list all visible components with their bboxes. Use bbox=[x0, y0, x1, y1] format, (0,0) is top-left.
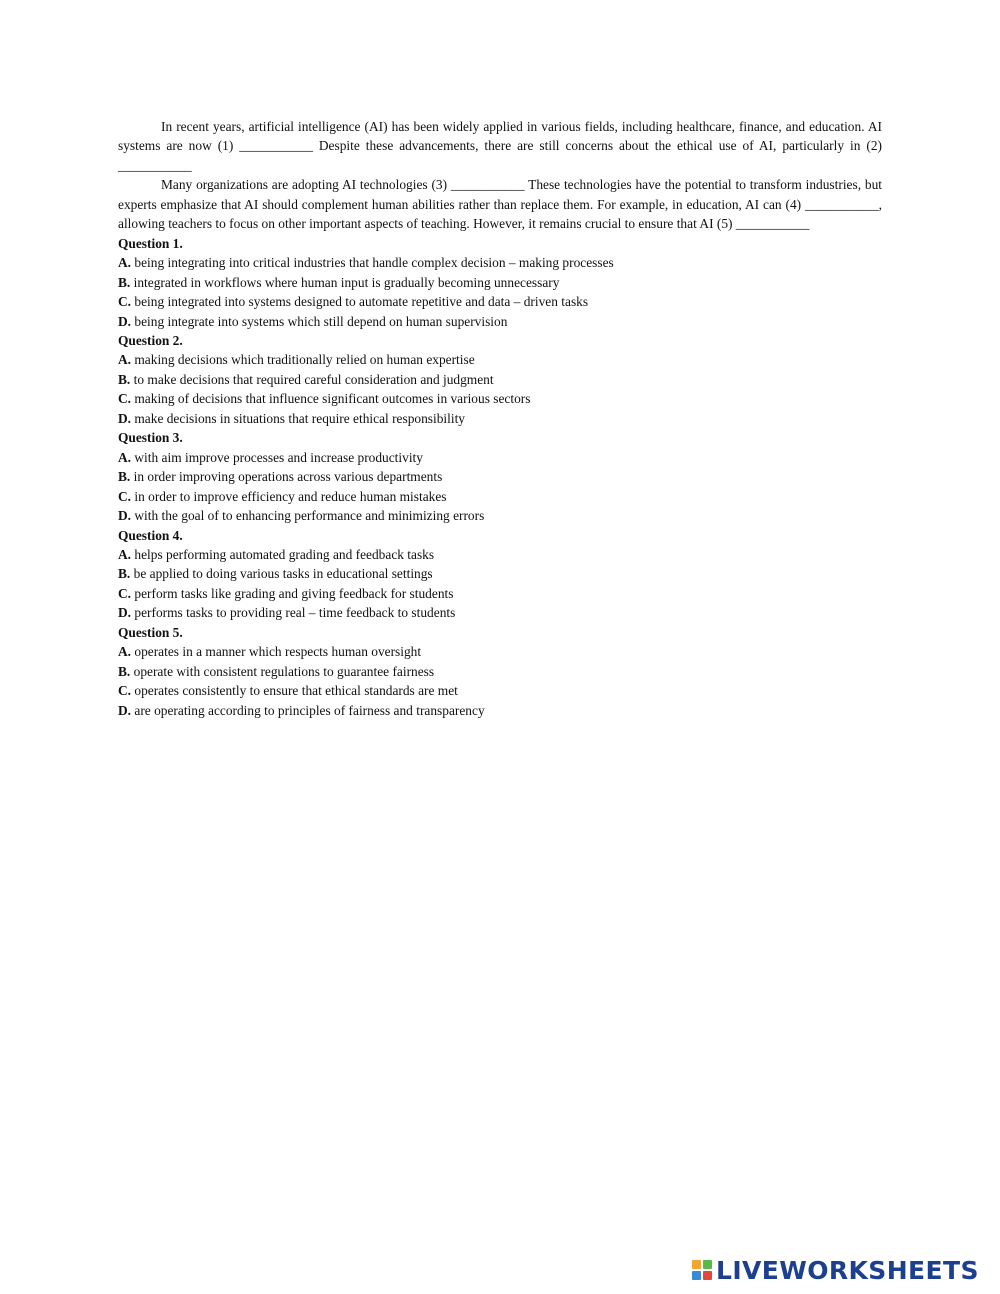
answer-option-a[interactable] bbox=[118, 350, 882, 369]
option-letter: D. bbox=[118, 605, 132, 621]
option-text: being integrated into systems designed to automate repetitive and data – driven tasks bbox=[134, 294, 589, 310]
option-letter: A. bbox=[118, 352, 132, 368]
passage-paragraph-2: Many organizations are adopting AI technologies (3) ___________ These technologies have the potential to transform industries, but experts emphasize that AI should complement human abilities rather than replace them. For example, in education, AI can (4) ___________, allowing teachers to focus on other important aspects of teaching. However, it remains crucial to ensure that AI (5) ___________ bbox=[118, 177, 882, 232]
option-text: perform tasks like grading and giving feedback for students bbox=[134, 585, 454, 601]
passage-paragraph-1: In recent years, artificial intelligence (AI) has been widely applied in various fields, including healthcare, finance, and education. AI systems are now (1) ___________ Despite these advancements, there are still concerns about the ethical use of AI, particularly in (2) ___________ bbox=[118, 119, 882, 173]
option-text: be applied to doing various tasks in educational settings bbox=[133, 566, 433, 582]
option-text: being integrate into systems which still depend on human supervision bbox=[134, 313, 508, 329]
option-text: performs tasks to providing real – time feedback to students bbox=[134, 605, 456, 621]
answer-option-b[interactable] bbox=[118, 273, 882, 292]
option-letter: A. bbox=[118, 449, 132, 465]
answer-option-d[interactable] bbox=[118, 506, 882, 525]
option-letter: C. bbox=[118, 683, 132, 699]
logo-block-l bbox=[692, 1260, 701, 1269]
option-text: being integrating into critical industries that handle complex decision – making processes bbox=[134, 255, 614, 271]
option-letter: A. bbox=[118, 255, 132, 271]
answer-option-b[interactable] bbox=[118, 564, 882, 583]
logo-block-v bbox=[692, 1271, 701, 1280]
option-letter: B. bbox=[118, 469, 131, 485]
option-text: with the goal of to enhancing performance and minimizing errors bbox=[134, 508, 485, 524]
answer-option-b[interactable] bbox=[118, 467, 882, 486]
logo-block-i bbox=[703, 1260, 712, 1269]
option-text: operates in a manner which respects human oversight bbox=[134, 644, 422, 660]
option-text: with aim improve processes and increase productivity bbox=[134, 449, 423, 465]
answer-option-d[interactable] bbox=[118, 409, 882, 428]
answer-option-a[interactable] bbox=[118, 545, 882, 564]
option-letter: C. bbox=[118, 391, 132, 407]
option-letter: D. bbox=[118, 410, 132, 426]
option-letter: D. bbox=[118, 702, 132, 718]
option-text: in order to improve efficiency and reduce human mistakes bbox=[134, 488, 447, 504]
live-blocks-icon bbox=[692, 1260, 712, 1280]
logo-wordmark: LIVEWORKSHEETS bbox=[716, 1255, 979, 1285]
answer-option-c[interactable] bbox=[118, 389, 882, 408]
answer-option-b[interactable] bbox=[118, 662, 882, 681]
logo-block-e bbox=[703, 1271, 712, 1280]
option-letter: A. bbox=[118, 644, 132, 660]
option-text: are operating according to principles of fairness and transparency bbox=[134, 702, 485, 718]
answer-option-c[interactable] bbox=[118, 681, 882, 700]
option-letter: D. bbox=[118, 508, 132, 524]
option-text: in order improving operations across various departments bbox=[133, 469, 443, 485]
answer-option-d[interactable] bbox=[118, 701, 882, 720]
option-text: making of decisions that influence significant outcomes in various sectors bbox=[134, 391, 531, 407]
option-text: make decisions in situations that require ethical responsibility bbox=[134, 410, 465, 426]
question-1 bbox=[118, 234, 882, 331]
option-text: integrated in workflows where human input is gradually becoming unnecessary bbox=[133, 274, 560, 290]
question-3 bbox=[118, 428, 882, 525]
option-text: making decisions which traditionally relied on human expertise bbox=[134, 352, 475, 368]
question-title: Question 5. bbox=[118, 624, 183, 640]
question-title: Question 3. bbox=[118, 430, 183, 446]
answer-option-d[interactable] bbox=[118, 603, 882, 622]
answer-option-c[interactable] bbox=[118, 584, 882, 603]
question-title: Question 4. bbox=[118, 527, 183, 543]
liveworksheets-logo bbox=[692, 1255, 979, 1285]
answer-option-a[interactable] bbox=[118, 642, 882, 661]
option-letter: C. bbox=[118, 585, 132, 601]
answer-option-c[interactable] bbox=[118, 292, 882, 311]
answer-option-c[interactable] bbox=[118, 487, 882, 506]
option-letter: A. bbox=[118, 546, 132, 562]
answer-option-a[interactable] bbox=[118, 253, 882, 272]
option-letter: B. bbox=[118, 371, 131, 387]
option-text: to make decisions that required careful consideration and judgment bbox=[133, 371, 494, 387]
answer-option-a[interactable] bbox=[118, 448, 882, 467]
option-text: operates consistently to ensure that ethical standards are met bbox=[134, 683, 458, 699]
option-letter: B. bbox=[118, 566, 131, 582]
question-4 bbox=[118, 526, 882, 623]
option-letter: D. bbox=[118, 313, 132, 329]
answer-option-d[interactable] bbox=[118, 312, 882, 331]
option-text: helps performing automated grading and feedback tasks bbox=[134, 546, 435, 562]
option-letter: B. bbox=[118, 663, 131, 679]
option-letter: C. bbox=[118, 488, 132, 504]
option-text: operate with consistent regulations to guarantee fairness bbox=[133, 663, 435, 679]
option-letter: B. bbox=[118, 274, 131, 290]
question-title: Question 1. bbox=[118, 235, 183, 251]
question-2 bbox=[118, 331, 882, 428]
question-title: Question 2. bbox=[118, 332, 183, 348]
option-letter: C. bbox=[118, 294, 132, 310]
answer-option-b[interactable] bbox=[118, 370, 882, 389]
worksheet bbox=[118, 117, 882, 720]
question-5 bbox=[118, 623, 882, 720]
